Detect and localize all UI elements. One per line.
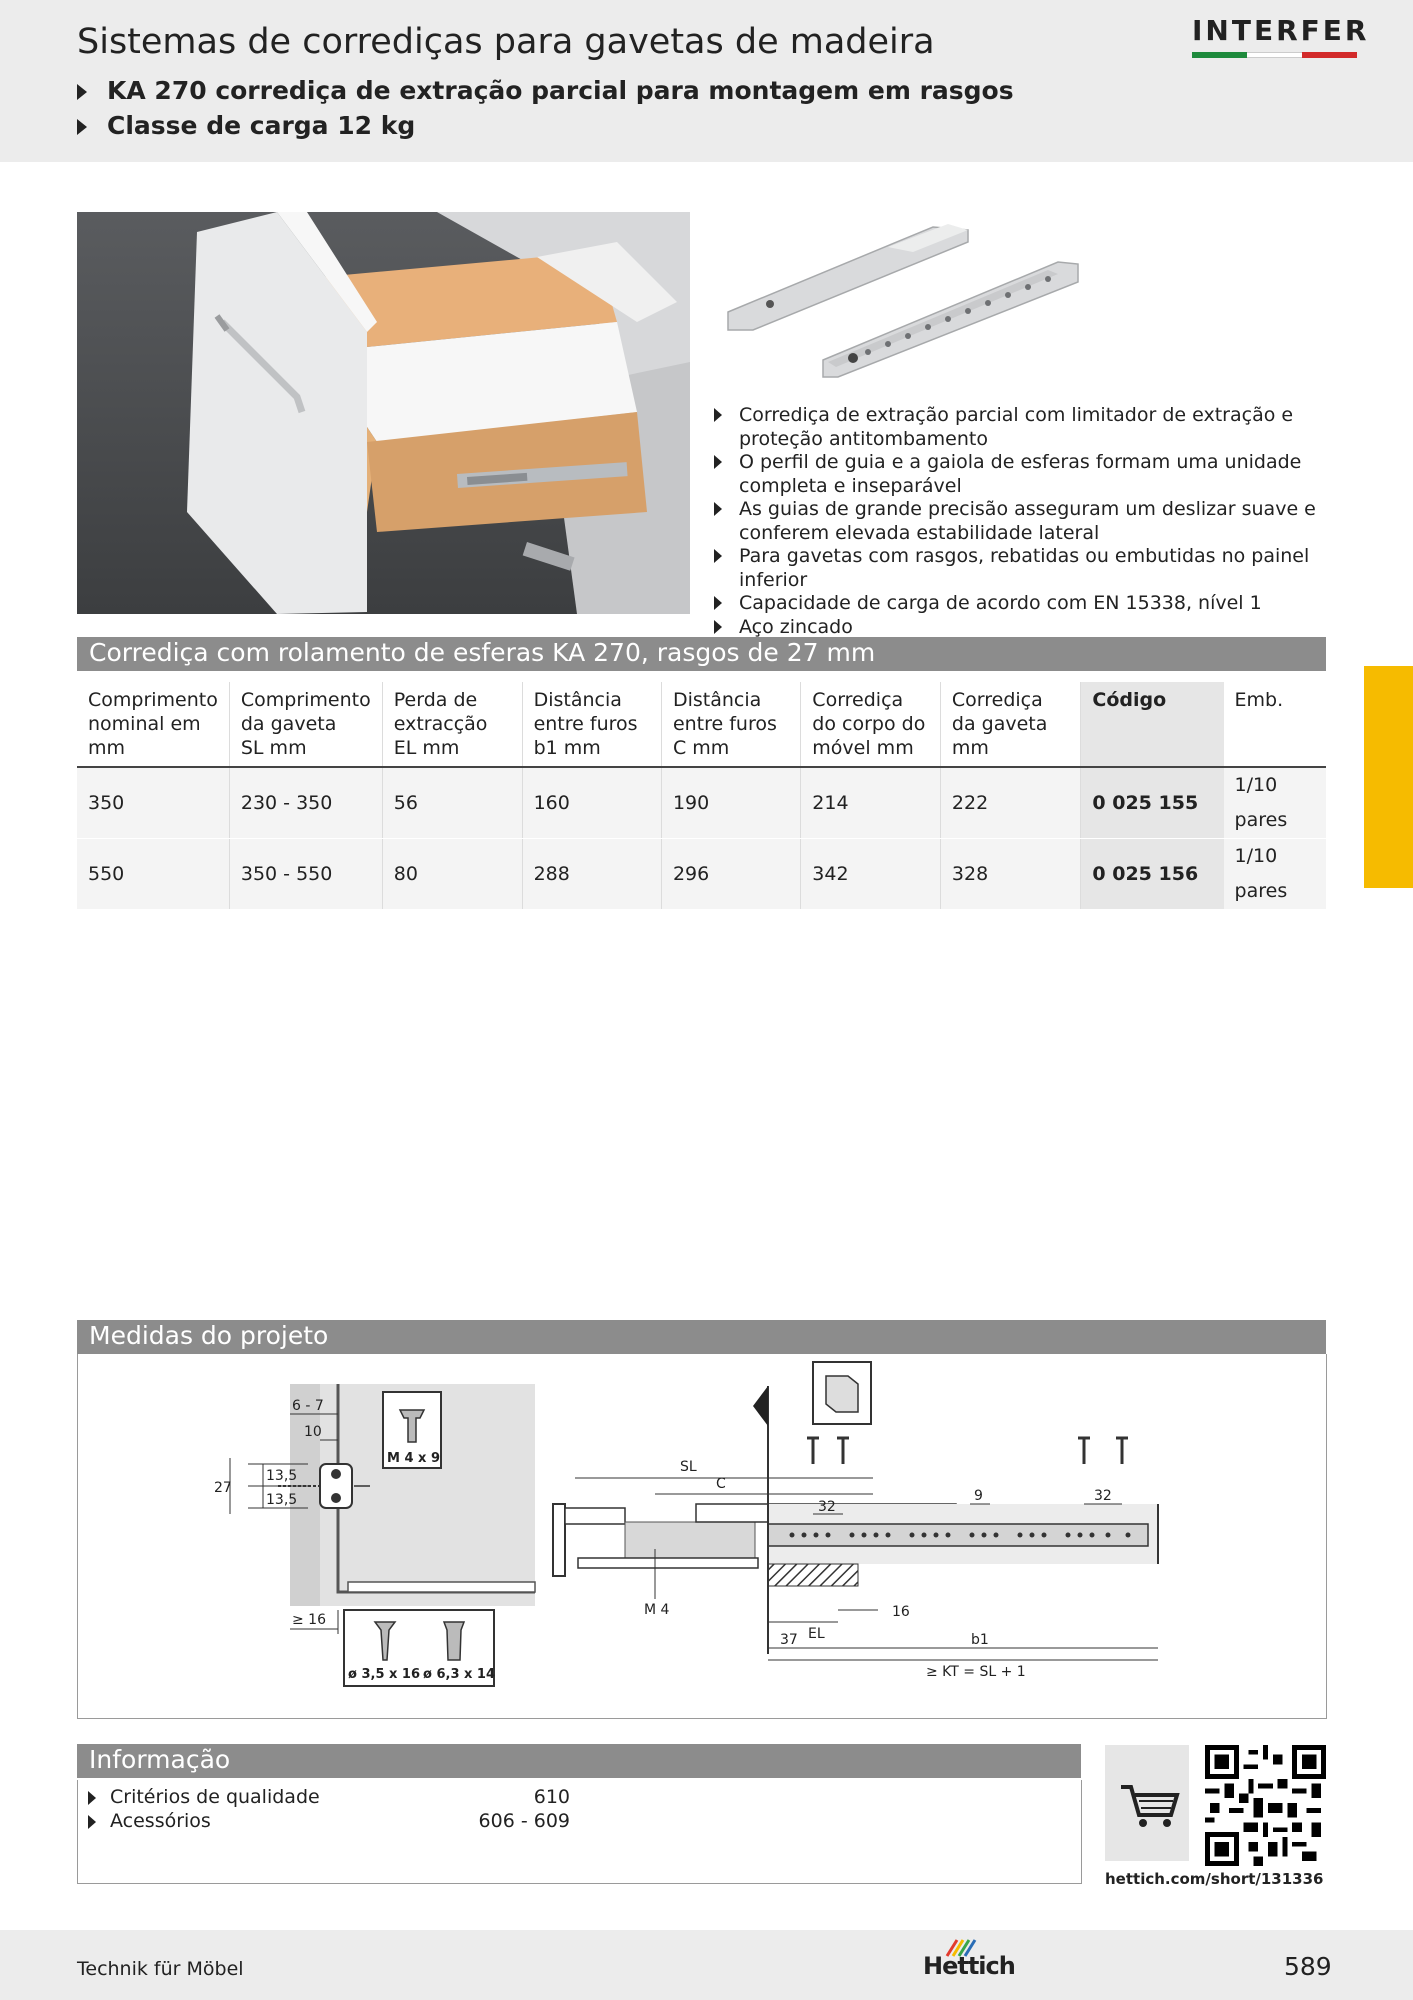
ball-bearing xyxy=(331,1469,341,1479)
feature-item: O perfil de guia e a gaiola de esferas formam uma unidade completa e inseparável xyxy=(712,451,1352,498)
triangle-bullet-icon xyxy=(77,84,87,100)
info-page-ref[interactable]: 610 xyxy=(533,1786,570,1808)
drawer-bottom-profile xyxy=(578,1558,758,1568)
subtitle-product: KA 270 corrediça de extração parcial para montagem em rasgos xyxy=(77,76,1014,105)
dim-label: 32 xyxy=(1094,1488,1112,1504)
table-row xyxy=(77,767,1326,839)
screw-label: M 4 x 9 xyxy=(387,1451,440,1466)
product-code-cell: 0 025 155 xyxy=(1081,767,1224,839)
info-box xyxy=(77,1780,1082,1884)
table-cell: 328 xyxy=(940,839,1081,910)
table-cell: 160 xyxy=(522,767,661,839)
triangle-bullet-icon xyxy=(88,1815,96,1829)
table-cell: 56 xyxy=(382,767,522,839)
table-header-row xyxy=(77,682,1326,767)
col-header-code: Código xyxy=(1081,682,1224,767)
screw-label: ø 6,3 x 14 xyxy=(423,1667,496,1682)
triangle-bullet-icon xyxy=(77,119,87,135)
table-cell: 190 xyxy=(661,767,800,839)
technical-drawing xyxy=(78,1354,1326,1718)
table-cell: 550 xyxy=(77,839,229,910)
shopping-cart-icon xyxy=(1105,1745,1189,1861)
dim-label: 10 xyxy=(304,1424,322,1440)
drawer-side-top xyxy=(565,1508,625,1524)
qr-url-link[interactable]: hettich.com/short/131336 xyxy=(1105,1870,1324,1888)
drawer-bottom xyxy=(348,1582,535,1592)
hatched-frame xyxy=(768,1564,858,1586)
triangle-bullet-icon xyxy=(714,596,722,610)
col-header-nominal-length: Comprimento nominal em mm xyxy=(77,682,229,767)
dim-label: 16 xyxy=(892,1604,910,1620)
subtitle-load-class: Classe de carga 12 kg xyxy=(77,111,415,140)
drawing-frame xyxy=(77,1354,1327,1719)
col-header-drawer-length: Comprimento da gaveta SL mm xyxy=(229,682,382,767)
arrow-icon xyxy=(753,1386,768,1426)
screw-icon xyxy=(813,1439,1122,1464)
screw-label: ø 3,5 x 16 xyxy=(348,1667,421,1682)
product-code-cell: 0 025 156 xyxy=(1081,839,1224,910)
feature-item: Capacidade de carga de acordo com EN 15338, nível 1 xyxy=(712,592,1352,616)
triangle-bullet-icon xyxy=(714,620,722,634)
col-header-hole-distance-c: Distância entre furos C mm xyxy=(661,682,800,767)
table-cell: 80 xyxy=(382,839,522,910)
table-cell: 1/10 pares xyxy=(1224,839,1326,910)
table-cell: 350 xyxy=(77,767,229,839)
shopping-cart-button[interactable] xyxy=(1105,1745,1189,1861)
dim-label: ≥ KT = SL + 1 xyxy=(926,1664,1026,1680)
page-title: Sistemas de corrediças para gavetas de madeira xyxy=(77,22,935,62)
table-section-header: Corrediça com rolamento de esferas KA 270, rasgos de 27 mm xyxy=(77,637,1326,671)
dim-label: 37 xyxy=(780,1632,798,1648)
table-cell: 288 xyxy=(522,839,661,910)
dim-label: 9 xyxy=(974,1488,983,1504)
cabinet-icon xyxy=(826,1376,858,1412)
runner-rails-icon xyxy=(718,212,1083,382)
triangle-bullet-icon xyxy=(88,1791,96,1805)
ball-bearing xyxy=(331,1493,341,1503)
spec-table xyxy=(77,682,1326,910)
dim-label: C xyxy=(716,1476,726,1492)
col-header-pack: Emb. xyxy=(1224,682,1326,767)
col-header-cabinet-runner: Corrediça do corpo do móvel mm xyxy=(801,682,941,767)
runner-rails-image xyxy=(718,212,1083,382)
col-header-drawer-runner: Corrediça da gaveta mm xyxy=(940,682,1081,767)
feature-list xyxy=(712,404,1352,639)
feature-item: Corrediça de extração parcial com limitador de extração e proteção antitombamento xyxy=(712,404,1352,451)
dim-label: EL xyxy=(808,1626,825,1642)
dim-label: ≥ 16 xyxy=(292,1612,326,1628)
dim-label: 27 xyxy=(214,1480,232,1496)
drawing-section-header: Medidas do projeto xyxy=(77,1320,1326,1354)
drawer-runner-body xyxy=(625,1522,755,1558)
info-item-quality: Critérios de qualidade xyxy=(88,1786,320,1808)
table-cell: 214 xyxy=(801,767,941,839)
chapter-tab xyxy=(1364,666,1413,888)
flag-stripe-icon xyxy=(1192,52,1357,58)
triangle-bullet-icon xyxy=(714,502,722,516)
triangle-bullet-icon xyxy=(714,408,722,422)
col-header-hole-distance-b1: Distância entre furos b1 mm xyxy=(522,682,661,767)
triangle-bullet-icon xyxy=(714,549,722,563)
dim-label: 13,5 xyxy=(266,1492,298,1508)
feature-item: Aço zincado xyxy=(712,616,1352,640)
qr-code[interactable] xyxy=(1205,1745,1326,1866)
dim-label: M 4 xyxy=(644,1602,670,1618)
drawer-illustration-icon xyxy=(77,212,690,614)
feature-item: As guias de grande precisão asseguram um deslizar suave e conferem elevada estabilidade lateral xyxy=(712,498,1352,545)
info-item-accessories: Acessórios xyxy=(88,1810,211,1832)
page-number: 589 xyxy=(1284,1952,1332,1981)
table-cell: 230 - 350 xyxy=(229,767,382,839)
table-cell: 1/10 pares xyxy=(1224,767,1326,839)
col-header-extension-loss: Perda de extracção EL mm xyxy=(382,682,522,767)
dim-label: b1 xyxy=(971,1632,989,1648)
table-row xyxy=(77,839,1326,910)
hettich-logo: Hettich xyxy=(923,1952,1015,1980)
dim-label: 32 xyxy=(818,1499,836,1515)
drawer-front xyxy=(553,1504,565,1576)
interfer-logo xyxy=(1192,8,1370,56)
qr-code-icon xyxy=(1205,1745,1326,1866)
table-cell: 296 xyxy=(661,839,800,910)
triangle-bullet-icon xyxy=(714,455,722,469)
table-cell: 350 - 550 xyxy=(229,839,382,910)
info-section-header: Informação xyxy=(77,1744,1081,1778)
drawer-photo xyxy=(77,212,690,614)
footer-slogan: Technik für Möbel xyxy=(77,1958,244,1980)
info-page-ref[interactable]: 606 - 609 xyxy=(478,1810,570,1832)
dim-label: 6 - 7 xyxy=(292,1398,324,1414)
table-cell: 222 xyxy=(940,767,1081,839)
feature-item: Para gavetas com rasgos, rebatidas ou embutidas no painel inferior xyxy=(712,545,1352,592)
hettich-logo-icon xyxy=(943,1936,977,1958)
dim-label: 13,5 xyxy=(266,1468,298,1484)
table-cell: 342 xyxy=(801,839,941,910)
logo-text: INTERFER xyxy=(1192,14,1370,47)
dim-label: SL xyxy=(680,1459,697,1475)
